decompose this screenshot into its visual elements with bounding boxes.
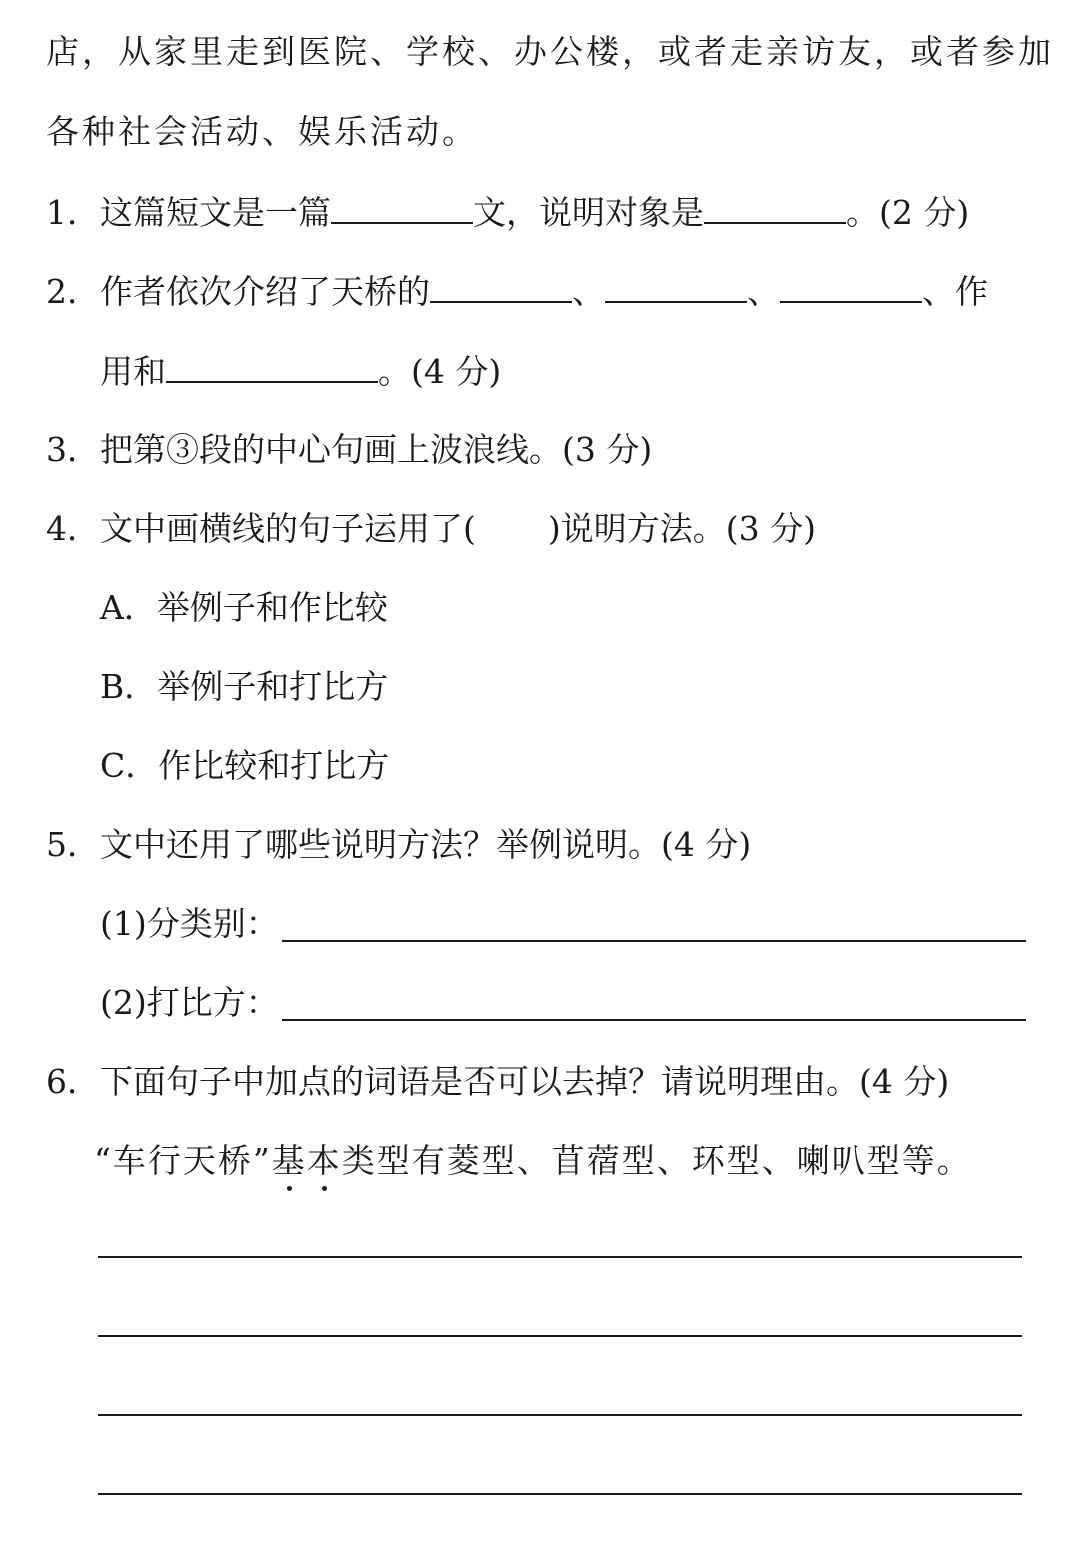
dotted-word-char: 基 — [271, 1141, 307, 1180]
answer-line[interactable] — [98, 1493, 1022, 1495]
question-1 — [46, 192, 969, 233]
answer-blank[interactable] — [605, 271, 747, 303]
option-text: 举例子和打比方 — [157, 667, 389, 706]
question-5-part-1-label: (1)分类别： — [100, 904, 279, 943]
option-a[interactable] — [100, 588, 388, 628]
question-number: 3． — [46, 430, 100, 469]
option-text: 作比较和打比方 — [158, 746, 390, 785]
quote-start: “车行天桥” — [94, 1141, 272, 1180]
question-text: 把第③段的中心句画上波浪线。(3 分) — [100, 430, 653, 469]
question-number: 2． — [46, 272, 100, 311]
quote-rest: 类型有菱型、苜蓿型、环型、喇叭型等。 — [341, 1141, 972, 1180]
answer-line[interactable] — [282, 1019, 1026, 1021]
question-5-part-2-label: (2)打比方： — [100, 983, 279, 1022]
question-text: 这篇短文是一篇 — [100, 193, 331, 232]
question-3 — [46, 430, 652, 470]
separator: 、 — [572, 272, 605, 311]
question-5 — [46, 825, 751, 865]
question-score: 。(4 分) — [378, 352, 502, 391]
answer-line[interactable] — [98, 1256, 1022, 1258]
question-number: 6． — [46, 1062, 100, 1101]
question-score: 。(2 分) — [846, 193, 970, 232]
question-text: 、作 — [922, 272, 988, 311]
answer-blank[interactable] — [780, 271, 922, 303]
question-number: 1． — [46, 193, 100, 232]
answer-line[interactable] — [98, 1414, 1022, 1416]
question-text: )说明方法。(3 分) — [547, 509, 816, 548]
option-b[interactable] — [100, 667, 388, 707]
answer-blank[interactable] — [430, 271, 572, 303]
passage-line-1: 店，从家里走到医院、学校、办公楼，或者走亲访友，或者参加 — [46, 32, 1054, 71]
question-text: 文，说明对象是 — [473, 193, 704, 232]
question-2-continued — [100, 351, 501, 392]
answer-blank[interactable] — [166, 351, 378, 383]
question-number: 4． — [46, 509, 100, 548]
option-label: B． — [100, 667, 158, 706]
option-text: 举例子和作比较 — [156, 588, 388, 627]
answer-line[interactable] — [98, 1335, 1022, 1337]
question-text: 文中还用了哪些说明方法？举例说明。(4 分) — [100, 825, 752, 864]
question-text: 用和 — [100, 352, 166, 391]
question-6 — [46, 1062, 949, 1102]
option-label: C． — [100, 746, 159, 785]
passage-line-2: 各种社会活动、娱乐活动。 — [46, 112, 478, 151]
question-text: 下面句子中加点的词语是否可以去掉？请说明理由。(4 分) — [100, 1062, 950, 1101]
answer-blank[interactable] — [704, 192, 846, 224]
question-number: 5． — [46, 825, 100, 864]
dotted-word-char: 本 — [306, 1141, 342, 1180]
separator: 、 — [747, 272, 780, 311]
quoted-sentence — [94, 1141, 972, 1181]
answer-blank[interactable] — [331, 192, 473, 224]
question-2 — [46, 271, 988, 312]
answer-line[interactable] — [282, 940, 1026, 942]
question-text: 文中画横线的句子运用了( — [100, 509, 476, 548]
question-text: 作者依次介绍了天桥的 — [100, 272, 430, 311]
option-c[interactable] — [100, 746, 389, 786]
question-4 — [46, 509, 816, 549]
option-label: A． — [100, 588, 157, 627]
